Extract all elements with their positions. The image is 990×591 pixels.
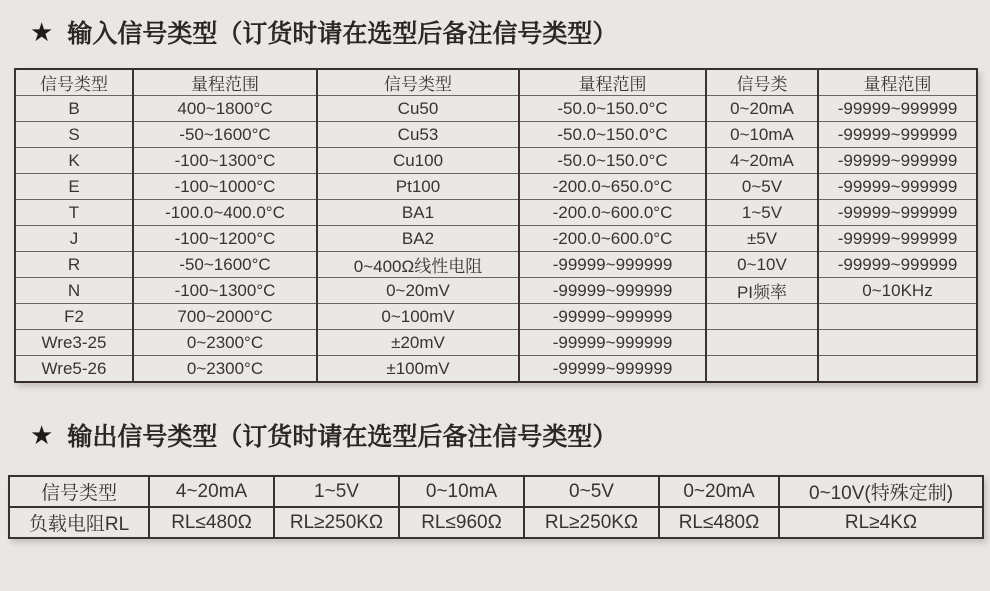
table-cell: 0~10mA bbox=[706, 122, 818, 148]
table-cell: ±5V bbox=[706, 226, 818, 252]
table-cell: BA2 bbox=[317, 226, 519, 252]
table-cell bbox=[818, 330, 977, 356]
table-cell: 400~1800°C bbox=[133, 96, 317, 122]
table-cell: 负载电阻RL bbox=[9, 507, 149, 538]
table-cell bbox=[818, 304, 977, 330]
table-cell: 4~20mA bbox=[149, 476, 274, 507]
table-cell: -100.0~400.0°C bbox=[133, 200, 317, 226]
output-signal-table-body bbox=[9, 476, 983, 538]
table-cell: 0~100mV bbox=[317, 304, 519, 330]
table-cell: 0~10V bbox=[706, 252, 818, 278]
table-cell: -50.0~150.0°C bbox=[519, 96, 706, 122]
table-cell: 信号类型 bbox=[15, 69, 133, 96]
table-row bbox=[15, 330, 977, 356]
table-cell: 700~2000°C bbox=[133, 304, 317, 330]
output-signal-title-text: 输出信号类型（订货时请在选型后备注信号类型） bbox=[67, 423, 618, 451]
table-cell: -99999~999999 bbox=[818, 148, 977, 174]
table-cell: RL≤960Ω bbox=[399, 507, 524, 538]
table-cell: Cu50 bbox=[317, 96, 519, 122]
table-cell bbox=[706, 330, 818, 356]
output-signal-section-title bbox=[30, 417, 990, 453]
table-cell: 1~5V bbox=[274, 476, 399, 507]
table-cell: -99999~999999 bbox=[818, 226, 977, 252]
table-cell: -99999~999999 bbox=[818, 174, 977, 200]
table-cell: -100~1000°C bbox=[133, 174, 317, 200]
table-cell: 信号类型 bbox=[9, 476, 149, 507]
table-cell: 量程范围 bbox=[818, 69, 977, 96]
table-cell: E bbox=[15, 174, 133, 200]
table-cell: -200.0~600.0°C bbox=[519, 226, 706, 252]
table-cell: -99999~999999 bbox=[818, 200, 977, 226]
table-cell: 0~20mA bbox=[706, 96, 818, 122]
table-cell: RL≥250KΩ bbox=[524, 507, 659, 538]
table-cell bbox=[706, 356, 818, 383]
table-cell: R bbox=[15, 252, 133, 278]
table-row bbox=[15, 278, 977, 304]
table-cell: -99999~999999 bbox=[519, 252, 706, 278]
table-cell: F2 bbox=[15, 304, 133, 330]
table-cell: -50.0~150.0°C bbox=[519, 148, 706, 174]
table-cell: -200.0~650.0°C bbox=[519, 174, 706, 200]
table-cell: PI频率 bbox=[706, 278, 818, 304]
table-row bbox=[9, 476, 983, 507]
table-cell: 0~10V(特殊定制) bbox=[779, 476, 983, 507]
table-cell: -50.0~150.0°C bbox=[519, 122, 706, 148]
table-row bbox=[15, 69, 977, 96]
table-cell: J bbox=[15, 226, 133, 252]
table-cell: Wre3-25 bbox=[15, 330, 133, 356]
table-cell: 0~400Ω线性电阻 bbox=[317, 252, 519, 278]
table-cell: -50~1600°C bbox=[133, 122, 317, 148]
input-signal-table-body bbox=[15, 96, 977, 383]
table-row bbox=[15, 252, 977, 278]
input-signal-title-text: 输入信号类型（订货时请在选型后备注信号类型） bbox=[67, 20, 618, 48]
table-cell: -100~1300°C bbox=[133, 278, 317, 304]
table-row bbox=[15, 148, 977, 174]
table-row bbox=[15, 226, 977, 252]
input-signal-table bbox=[14, 68, 978, 383]
table-cell: ±100mV bbox=[317, 356, 519, 383]
table-cell: 4~20mA bbox=[706, 148, 818, 174]
table-cell: 0~10mA bbox=[399, 476, 524, 507]
table-cell: T bbox=[15, 200, 133, 226]
table-cell: 信号类型 bbox=[317, 69, 519, 96]
table-cell: Cu100 bbox=[317, 148, 519, 174]
table-cell: -50~1600°C bbox=[133, 252, 317, 278]
table-cell: 0~5V bbox=[706, 174, 818, 200]
table-cell: Wre5-26 bbox=[15, 356, 133, 383]
table-cell: 量程范围 bbox=[519, 69, 706, 96]
table-cell: K bbox=[15, 148, 133, 174]
table-cell: -99999~999999 bbox=[519, 356, 706, 383]
table-cell: 信号类 bbox=[706, 69, 818, 96]
table-cell: -99999~999999 bbox=[818, 122, 977, 148]
table-row bbox=[15, 122, 977, 148]
table-cell: -99999~999999 bbox=[818, 96, 977, 122]
input-signal-section-title bbox=[30, 14, 990, 50]
star-icon: ★ bbox=[30, 419, 54, 450]
table-row bbox=[15, 174, 977, 200]
table-cell: N bbox=[15, 278, 133, 304]
table-row bbox=[15, 96, 977, 122]
table-cell: 0~2300°C bbox=[133, 356, 317, 383]
table-cell: 0~20mV bbox=[317, 278, 519, 304]
table-row bbox=[9, 507, 983, 538]
table-row bbox=[15, 304, 977, 330]
table-cell: -100~1200°C bbox=[133, 226, 317, 252]
signal-spec-sheet bbox=[0, 14, 990, 539]
table-cell: RL≤480Ω bbox=[149, 507, 274, 538]
table-cell: 0~10KHz bbox=[818, 278, 977, 304]
table-cell bbox=[706, 304, 818, 330]
table-cell: -99999~999999 bbox=[519, 330, 706, 356]
table-cell: -99999~999999 bbox=[519, 304, 706, 330]
table-cell: RL≤480Ω bbox=[659, 507, 779, 538]
table-row bbox=[15, 356, 977, 383]
table-cell: 0~2300°C bbox=[133, 330, 317, 356]
table-row bbox=[15, 200, 977, 226]
output-signal-table bbox=[8, 475, 984, 539]
table-cell: RL≥4KΩ bbox=[779, 507, 983, 538]
table-cell: 0~20mA bbox=[659, 476, 779, 507]
input-signal-table-header bbox=[15, 69, 977, 96]
star-icon: ★ bbox=[30, 16, 54, 47]
table-cell: BA1 bbox=[317, 200, 519, 226]
table-cell: Cu53 bbox=[317, 122, 519, 148]
table-cell: -99999~999999 bbox=[818, 252, 977, 278]
table-cell: -200.0~600.0°C bbox=[519, 200, 706, 226]
table-cell: -99999~999999 bbox=[519, 278, 706, 304]
table-cell: S bbox=[15, 122, 133, 148]
table-cell bbox=[818, 356, 977, 383]
table-cell: B bbox=[15, 96, 133, 122]
table-cell: 0~5V bbox=[524, 476, 659, 507]
table-cell: Pt100 bbox=[317, 174, 519, 200]
table-cell: -100~1300°C bbox=[133, 148, 317, 174]
table-cell: 量程范围 bbox=[133, 69, 317, 96]
table-cell: RL≥250KΩ bbox=[274, 507, 399, 538]
table-cell: 1~5V bbox=[706, 200, 818, 226]
table-cell: ±20mV bbox=[317, 330, 519, 356]
